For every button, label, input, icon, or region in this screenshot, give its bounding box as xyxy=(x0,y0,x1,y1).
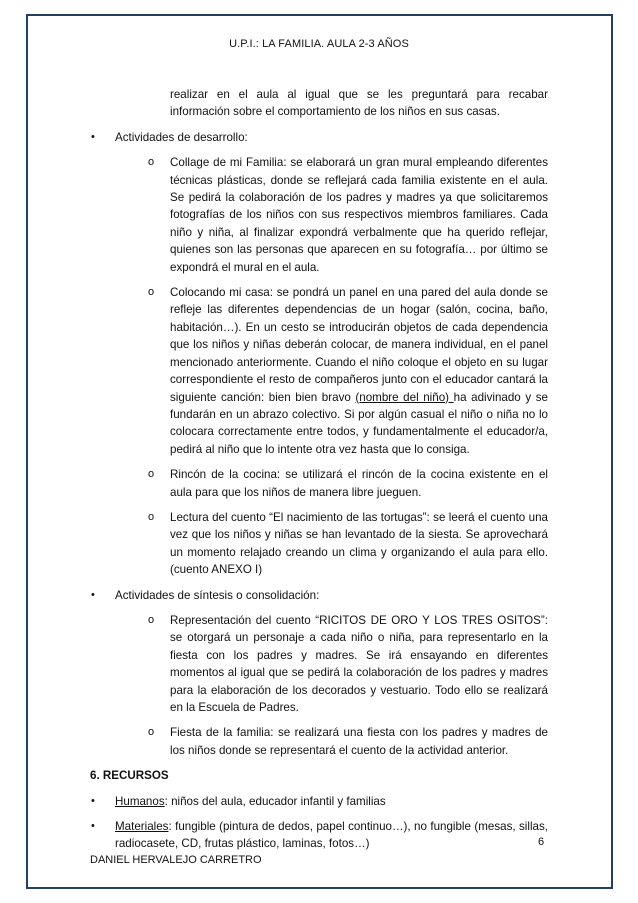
sub-bullet-icon: o xyxy=(148,613,155,626)
activity-representacion xyxy=(90,612,548,716)
intro-continuation: realizar en el aula al igual que se les preguntará para recabar información sobre el comportamiento de los niños en sus casas. xyxy=(170,88,548,119)
bullet-humanos xyxy=(90,793,548,810)
bullet-icon: • xyxy=(91,794,95,807)
activity-collage-text: Collage de mi Familia: se elaborará un gran mural empleando diferentes técnicas plásticas, donde se reflejará cada familia existente en el aula. Se pedirá la colaboración de los padres y madres ya que solicitaremos fotografías de los niños con sus respectivos miembros familiares. Cada niño y niña, al finalizar expondrá verbalmente que ha querido reflejar, quienes son las personas que aparecen en su fotografía… por último se expondrá el mural en el aula. xyxy=(170,156,548,274)
casa-text-part2: ha adivinado y se fundarán en un abrazo colectivo. Si por algún casual el niño o niña no lo colocara correctamente entre todos, y fundamentalmente el educador/a, pedirá al niño que lo intente otra vez hasta que lo consiga. xyxy=(170,390,548,456)
bullet-sintesis xyxy=(90,587,548,604)
activity-rincon-cocina xyxy=(90,466,548,501)
activity-collage xyxy=(90,154,548,276)
materiales-detail: : fungible (pintura de dedos, papel continuo…), no fungible (mesas, sillas, radiocasete, CD, frutas plástico, laminas, fotos…) xyxy=(115,820,548,851)
activity-representacion-text: Representación del cuento “RICITOS DE ORO Y LOS TRES OSITOS”: se otorgará un personaje a cada niño o niña, para representarlo en la fiesta con los padres y madres. Se irá ensayando en diferentes momentos al igual que se pedirá la colaboración de los padres y madres para la elaboración de los decorados y vestuario. Todo ello se realizará en la Escuela de Padres. xyxy=(170,613,548,714)
materiales-text xyxy=(115,818,548,853)
page-header: U.P.I.: LA FAMILIA. AULA 2-3 AÑOS xyxy=(229,38,409,50)
humanos-label: Humanos xyxy=(115,794,165,808)
activity-fiesta xyxy=(90,724,548,759)
sub-bullet-icon: o xyxy=(148,286,155,299)
activity-rincon-cocina-text: Rincón de la cocina: se utilizará el rincón de la cocina existente en el aula para que los niños de manera libre jueguen. xyxy=(170,468,548,499)
bullet-icon: • xyxy=(91,820,95,833)
casa-underlined-text: (nombre del niño) xyxy=(355,390,454,404)
humanos-detail: : niños del aula, educador infantil y familias xyxy=(164,794,386,808)
activity-lectura-cuento xyxy=(90,509,548,579)
sintesis-heading: Actividades de síntesis o consolidación: xyxy=(115,588,320,602)
humanos-text xyxy=(115,793,548,810)
bullet-desarrollo xyxy=(90,129,548,146)
activity-lectura-cuento-text: Lectura del cuento “El nacimiento de las tortugas”: se leerá el cuento una vez que los niños y niñas se han levantado de la siesta. Se aprovechará un momento relajado creando un clima y organizando el aula para ello. (cuento ANEXO I) xyxy=(170,510,548,577)
casa-text-part1: Colocando mi casa: se pondrá un panel en una pared del aula donde se refleje las diferentes dependencias de un hogar (salón, cocina, baño, habitación…). En un cesto se introducirán objetos de cada dependencia que los niños y niñas deberán colocar, de manera individual, en el panel mencionado anteriormente. Cuando el niño coloque el objeto en su lugar correspondiente el resto de compañeros junto con el educador cantará la siguiente canción: bien bien bravo xyxy=(170,286,548,404)
desarrollo-heading: Actividades de desarrollo: xyxy=(115,130,248,144)
activity-colocando-casa xyxy=(90,284,548,458)
materiales-label: Materiales xyxy=(115,820,169,834)
sub-bullet-icon: o xyxy=(148,726,155,739)
bullet-icon: • xyxy=(91,588,95,601)
sub-bullet-icon: o xyxy=(148,156,155,169)
document-body xyxy=(90,86,548,853)
bullet-materiales xyxy=(90,818,548,853)
activity-fiesta-text: Fiesta de la familia: se realizará una fiesta con los padres y madres de los niños donde se representará el cuento de la actividad anterior. xyxy=(170,726,548,757)
section-recursos-title: 6. RECURSOS xyxy=(90,769,169,783)
activity-colocando-casa-text xyxy=(170,284,548,458)
sub-bullet-icon: o xyxy=(148,468,155,481)
sub-bullet-icon: o xyxy=(148,510,155,523)
page-number: 6 xyxy=(538,836,545,848)
footer-author: DANIEL HERVALEJO CARRETRO xyxy=(90,854,262,866)
bullet-icon: • xyxy=(91,130,95,143)
